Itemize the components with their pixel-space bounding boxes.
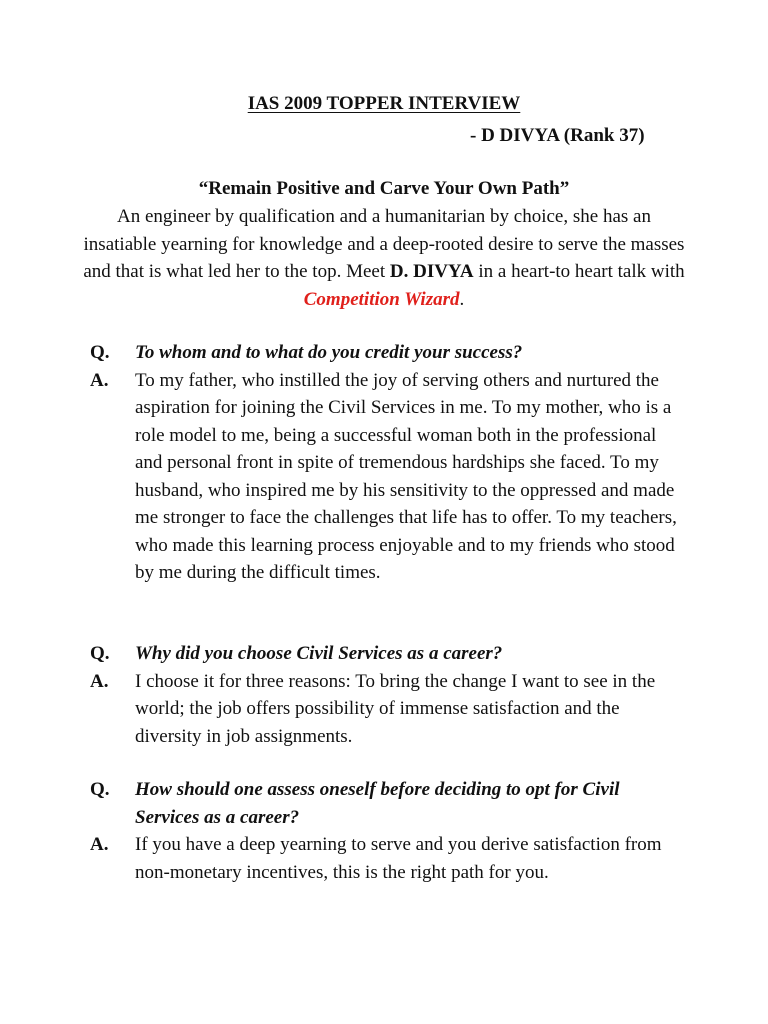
question-row [0, 339, 768, 367]
intro-text-1: An engineer by qualification and a humanitarian by choice, she has an insatiable yearning for knowledge and a deep-rooted desire to serve the masses and that is what led her to the top. Meet [83, 206, 685, 282]
answer-marker: A. [90, 834, 109, 855]
question-text: Why did you choose Civil Services as a career? [135, 643, 503, 664]
intro-paragraph [80, 203, 688, 313]
answer-row [0, 668, 768, 751]
intro-text-2: in a heart-to heart talk with [473, 261, 685, 282]
question-text: To whom and to what do you credit your success? [135, 342, 523, 363]
question-marker: Q. [90, 342, 110, 363]
qa-block-3 [0, 776, 768, 886]
question-row [0, 776, 768, 831]
document-title: IAS 2009 TOPPER INTERVIEW [247, 93, 521, 114]
qa-block-2 [0, 640, 768, 750]
question-marker: Q. [90, 779, 110, 800]
answer-text: I choose it for three reasons: To bring the change I want to see in the world; the job offers possibility of immense satisfaction and the diversity in job assignments. [135, 670, 656, 747]
answer-marker: A. [90, 369, 109, 391]
interviewee-name: D. DIVYA [389, 261, 474, 282]
answer-marker: A. [90, 670, 109, 692]
qa-block-1 [0, 339, 768, 587]
question-marker: Q. [90, 643, 110, 664]
question-text: How should one assess oneself before deciding to opt for Civil Services as a career? [135, 779, 620, 828]
intro-end: . [459, 288, 465, 310]
answer-text: To my father, who instilled the joy of serving others and nurtured the aspiration for joining the Civil Services in me. To my mother, who is a role model to me, being a successful woman both in the professional and personal front in spite of tremendous hardships she faced. To my husband, who inspired me by his sensitivity to the oppressed and made me stronger to face the challenges that life has to offer. To my teachers, who made this learning process enjoyable and to my friends who stood by me during the difficult times. [135, 369, 677, 583]
answer-text: If you have a deep yearning to serve and you derive satisfaction from non-monetary incentives, this is the right path for you. [135, 834, 662, 883]
question-row [0, 640, 768, 668]
answer-row [0, 831, 768, 886]
byline: - D DIVYA (Rank 37) [470, 125, 645, 146]
answer-row [0, 367, 768, 587]
headline: “Remain Positive and Carve Your Own Path” [198, 178, 570, 199]
magazine-name: Competition Wizard [303, 288, 460, 310]
